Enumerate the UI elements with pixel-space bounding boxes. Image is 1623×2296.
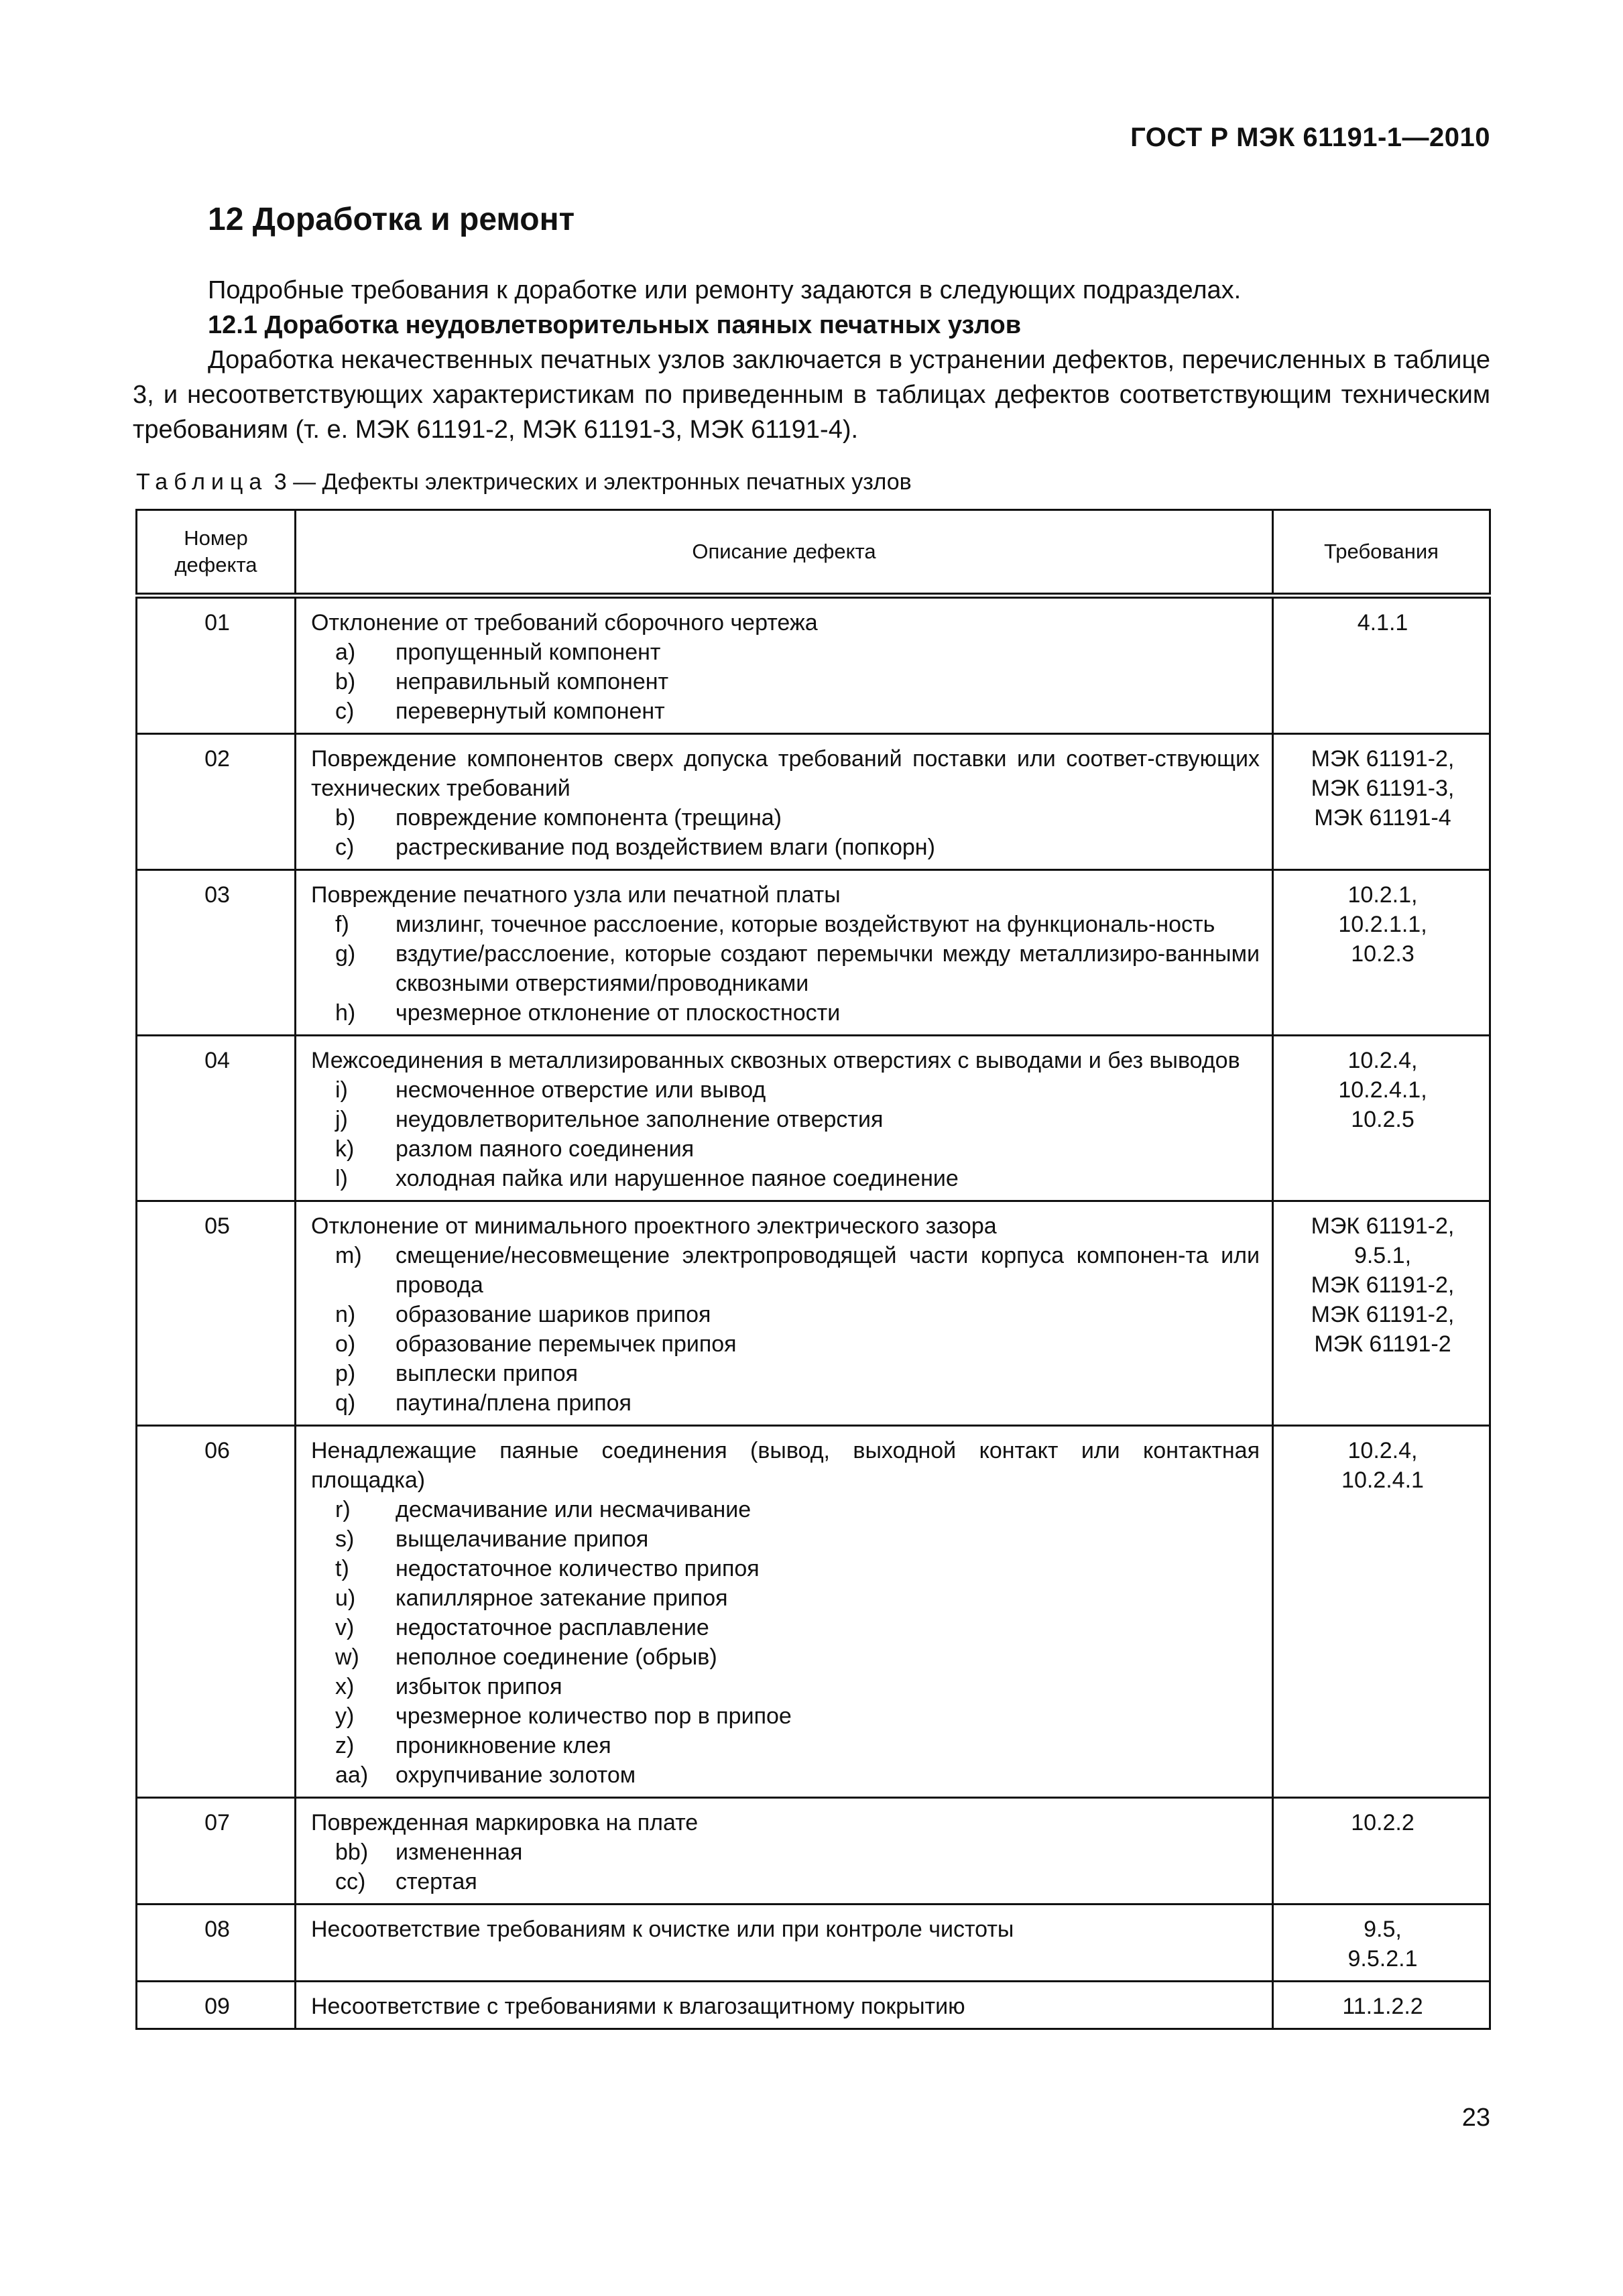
table-row [137,596,1490,734]
defect-item-label: z) [335,1733,355,1758]
defect-number: 07 [137,1798,296,1905]
defect-item [311,998,1260,1028]
defect-item-text: измененная [396,1839,523,1865]
table-row [137,1426,1490,1798]
defect-item [311,1241,1260,1300]
requirement-reference: 9.5.1, [1354,1243,1412,1268]
table-row [137,1201,1490,1426]
defect-item-text: смещение/несовмещение электропроводящей части корпуса компонен-та или провода [396,1243,1260,1298]
defect-item [311,1760,1260,1790]
defect-item-label: cc) [335,1869,366,1894]
defect-item [311,697,1260,726]
defect-number: 02 [137,734,296,870]
defect-title: Межсоединения в металлизированных сквозных отверстиях с выводами и без выводов [311,1048,1240,1073]
defect-item [311,1359,1260,1388]
defect-item-label: bb) [335,1839,369,1865]
section-title: 12 Доработка и ремонт [208,202,575,237]
defect-item-text: охрупчивание золотом [396,1762,636,1788]
defect-description [296,1036,1273,1201]
defect-item-label: a) [335,640,356,665]
requirement-reference: 9.5, [1364,1917,1402,1942]
defect-item-text: неправильный компонент [396,669,669,694]
defect-item-label: m) [335,1243,362,1268]
defect-item-label: y) [335,1703,355,1729]
header-number: Номер дефекта [137,510,296,596]
defect-item-label: c) [335,699,355,724]
defect-item-text: паутина/плена припоя [396,1390,632,1416]
table-caption [136,469,912,495]
defect-item-text: перевернутый компонент [396,699,665,724]
defect-item-label: v) [335,1615,355,1640]
requirement-reference: МЭК 61191-2, [1311,1272,1455,1298]
table-caption-text: 3 — Дефекты электрических и электронных печатных узлов [267,469,912,495]
page-number: 23 [1461,2104,1490,2132]
defect-requirements [1273,1982,1490,2029]
table-row [137,870,1490,1036]
defect-number: 01 [137,596,296,734]
requirement-reference: МЭК 61191-2 [1314,1331,1451,1357]
defect-description [296,870,1273,1036]
defect-requirements [1273,870,1490,1036]
defect-item [311,638,1260,667]
table-row [137,1036,1490,1201]
defect-item [311,1837,1260,1867]
defect-item [311,1583,1260,1613]
defect-item-text: разлом паяного соединения [396,1136,695,1162]
defect-item [311,1134,1260,1164]
requirement-reference: 10.2.4, [1347,1048,1418,1073]
defect-description [296,1201,1273,1426]
defect-requirements [1273,1036,1490,1201]
requirement-reference: 10.2.5 [1351,1107,1415,1132]
requirement-reference: 4.1.1 [1357,610,1408,636]
defect-item [311,939,1260,998]
defect-item-text: выплески припоя [396,1361,579,1386]
defect-item-label: b) [335,805,356,831]
defect-item-text: образование перемычек припоя [396,1331,737,1357]
defect-item-label: l) [335,1166,348,1191]
defect-item [311,1554,1260,1583]
defect-item-text: недостаточное количество припоя [396,1556,760,1581]
requirement-reference: 11.1.2.2 [1342,1994,1423,2019]
defect-item [311,803,1260,833]
requirement-reference: МЭК 61191-2, [1311,746,1455,772]
table-header-row [137,510,1490,596]
defect-number: 05 [137,1201,296,1426]
subsection-paragraph: Доработка некачественных печатных узлов заключается в устранении дефектов, перечисленных в таблице 3, и несоответствующих характеристикам по приведенным в таблицах дефектов соответствующим техническим требованиям (т. е. МЭК 61191-2, МЭК 61191-3, МЭК 61191-4). [133,346,1490,444]
defect-item-label: o) [335,1331,356,1357]
document-header: ГОСТ Р МЭК 61191-1—2010 [1130,123,1490,152]
defect-item-label: g) [335,941,356,967]
defect-item-text: недостаточное расплавление [396,1615,709,1640]
table-row [137,734,1490,870]
defect-number: 08 [137,1905,296,1982]
defect-requirements [1273,1905,1490,1982]
defect-description [296,1905,1273,1982]
defects-table [135,509,1491,2030]
defect-item-text: растрескивание под воздействием влаги (попкорн) [396,835,935,860]
defect-description [296,596,1273,734]
requirement-reference: 10.2.4, [1347,1438,1418,1463]
defect-item-label: t) [335,1556,349,1581]
defect-item [311,1105,1260,1134]
defect-item-text: холодная пайка или нарушенное паяное соединение [396,1166,959,1191]
defect-item-label: w) [335,1644,359,1670]
defect-requirements [1273,596,1490,734]
defect-item [311,1672,1260,1701]
defect-number: 09 [137,1982,296,2029]
defect-title: Отклонение от минимального проектного электрического зазора [311,1213,997,1239]
defect-title: Несоответствие с требованиями к влагозащитному покрытию [311,1994,965,2019]
defect-item-text: вздутие/расслоение, которые создают перемычки между металлизиро-ванными сквозными отверстиями/проводниками [396,941,1260,996]
defect-item-text: проникновение клея [396,1733,611,1758]
header-requirements: Требования [1273,510,1490,596]
requirement-reference: 10.2.2 [1351,1810,1415,1835]
defect-item [311,833,1260,862]
table-row [137,1798,1490,1905]
defect-item-text: десмачивание или несмачивание [396,1497,752,1522]
defect-item-text: мизлинг, точечное расслоение, которые воздействуют на функциональ-ность [396,912,1215,937]
defect-item-label: c) [335,835,355,860]
requirement-reference: МЭК 61191-2, [1311,1213,1455,1239]
defect-title: Несоответствие требованиям к очистке или при контроле чистоты [311,1917,1014,1942]
requirement-reference: 10.2.1, [1347,882,1418,908]
defect-item [311,910,1260,939]
defect-number: 04 [137,1036,296,1201]
defect-item-label: b) [335,669,356,694]
defect-item [311,1701,1260,1731]
table-row [137,1982,1490,2029]
defect-item-text: пропущенный компонент [396,640,661,665]
table-caption-prefix: Таблица [136,469,268,495]
defect-item-label: q) [335,1390,356,1416]
defect-item-label: p) [335,1361,356,1386]
defect-requirements [1273,1798,1490,1905]
defect-item-label: f) [335,912,349,937]
defect-description [296,1426,1273,1798]
defect-title: Поврежденная маркировка на плате [311,1810,699,1835]
subsection-title: 12.1 Доработка неудовлетворительных паяных печатных узлов [208,311,1022,339]
defect-item-text: выщелачивание припоя [396,1526,649,1552]
defect-title: Ненадлежащие паяные соединения (вывод, выходной контакт или контактная площадка) [311,1438,1260,1493]
defect-title: Отклонение от требований сборочного чертежа [311,610,818,636]
defect-item-text: образование шариков припоя [396,1302,711,1327]
defect-item [311,1731,1260,1760]
requirement-reference: МЭК 61191-3, [1311,776,1455,801]
requirement-reference: МЭК 61191-4 [1314,805,1451,831]
defect-item [311,1613,1260,1642]
requirement-reference: МЭК 61191-2, [1311,1302,1455,1327]
defect-item-text: неполное соединение (обрыв) [396,1644,717,1670]
defect-item-label: j) [335,1107,348,1132]
requirement-reference: 10.2.4.1 [1341,1467,1424,1493]
defect-requirements [1273,1426,1490,1798]
defect-item-label: aa) [335,1762,369,1788]
defect-item-text: стертая [396,1869,477,1894]
defect-item [311,1300,1260,1329]
defect-item [311,1075,1260,1105]
defect-item [311,1388,1260,1418]
defect-item [311,1524,1260,1554]
defect-description [296,1798,1273,1905]
defect-item-label: r) [335,1497,351,1522]
requirement-reference: 10.2.1.1, [1338,912,1427,937]
defect-item [311,1867,1260,1896]
defect-item [311,1642,1260,1672]
defect-item-label: i) [335,1077,348,1103]
defect-item-text: избыток припоя [396,1674,562,1699]
defect-item [311,1164,1260,1193]
defect-item-text: неудовлетворительное заполнение отверстия [396,1107,884,1132]
defect-title: Повреждение компонентов сверх допуска требований поставки или соответ-ствующих технических требований [311,746,1260,801]
defect-item [311,1495,1260,1524]
requirement-reference: 10.2.4.1, [1338,1077,1427,1103]
defect-number: 03 [137,870,296,1036]
defect-number: 06 [137,1426,296,1798]
defect-item-text: чрезмерное количество пор в припое [396,1703,792,1729]
requirement-reference: 10.2.3 [1351,941,1415,967]
header-description: Описание дефекта [296,510,1273,596]
defect-item-text: чрезмерное отклонение от плоскостности [396,1000,841,1026]
defect-requirements [1273,1201,1490,1426]
defect-item-text: капиллярное затекание припоя [396,1585,728,1611]
defect-item [311,667,1260,697]
defect-item-label: n) [335,1302,356,1327]
defect-item-label: k) [335,1136,355,1162]
defect-item [311,1329,1260,1359]
defect-description [296,734,1273,870]
defect-item-label: u) [335,1585,356,1611]
defect-item-label: s) [335,1526,355,1552]
defect-item-label: x) [335,1674,355,1699]
defect-title: Повреждение печатного узла или печатной платы [311,882,841,908]
requirement-reference: 9.5.2.1 [1347,1946,1418,1972]
defect-description [296,1982,1273,2029]
defect-item-label: h) [335,1000,356,1026]
defect-item-text: повреждение компонента (трещина) [396,805,782,831]
table-body [137,596,1490,2029]
intro-paragraph: Подробные требования к доработке или ремонту задаются в следующих подразделах. [208,276,1242,304]
table-row [137,1905,1490,1982]
defect-item-text: несмоченное отверстие или вывод [396,1077,766,1103]
defect-requirements [1273,734,1490,870]
